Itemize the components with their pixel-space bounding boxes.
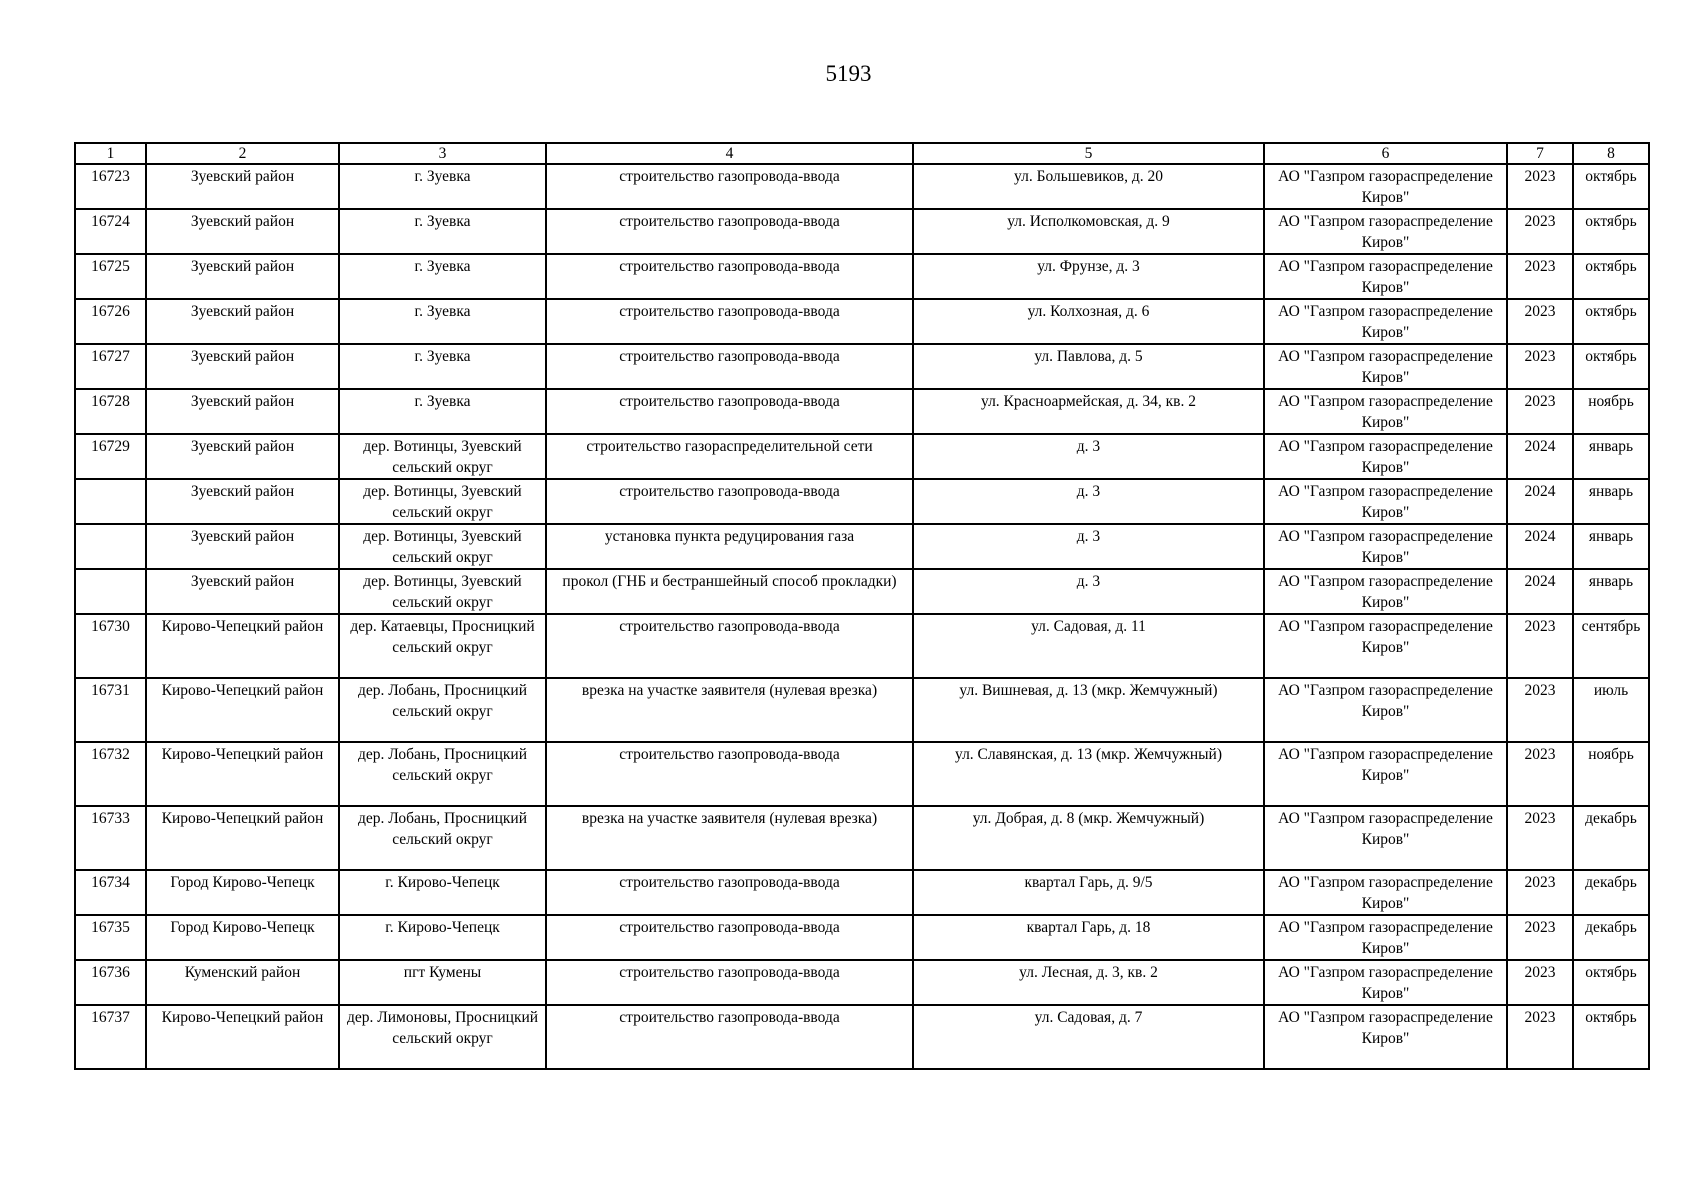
organization: АО "Газпром газораспределение Киров" [1264,524,1507,569]
year: 2023 [1507,742,1573,806]
table-row [75,434,1649,479]
year: 2024 [1507,524,1573,569]
address: ул. Добрая, д. 8 (мкр. Жемчужный) [913,806,1264,870]
district: Город Кирово-Чепецк [146,915,339,960]
work-type: строительство газопровода-ввода [546,479,913,524]
address: ул. Колхозная, д. 6 [913,299,1264,344]
table-row [75,678,1649,742]
table-row [75,960,1649,1005]
table-row [75,344,1649,389]
column-number: 8 [1573,143,1649,164]
month: октябрь [1573,299,1649,344]
page-number: 5193 [825,61,872,86]
organization: АО "Газпром газораспределение Киров" [1264,299,1507,344]
column-number: 3 [339,143,546,164]
district: Кирово-Чепецкий район [146,806,339,870]
row-number: 16726 [75,299,146,344]
year: 2024 [1507,479,1573,524]
work-type: строительство газопровода-ввода [546,1005,913,1069]
row-number [75,524,146,569]
district: Зуевский район [146,524,339,569]
row-number: 16737 [75,1005,146,1069]
work-type: строительство газопровода-ввода [546,870,913,915]
row-number: 16733 [75,806,146,870]
organization: АО "Газпром газораспределение Киров" [1264,164,1507,209]
settlement: г. Кирово-Чепецк [339,870,546,915]
column-number: 4 [546,143,913,164]
organization: АО "Газпром газораспределение Киров" [1264,614,1507,678]
work-type: установка пункта редуцирования газа [546,524,913,569]
table-row [75,389,1649,434]
row-number: 16729 [75,434,146,479]
settlement: г. Зуевка [339,299,546,344]
work-type: строительство газопровода-ввода [546,344,913,389]
work-type: врезка на участке заявителя (нулевая врезка) [546,806,913,870]
month: октябрь [1573,209,1649,254]
table-row [75,614,1649,678]
address: ул. Большевиков, д. 20 [913,164,1264,209]
address: ул. Исполкомовская, д. 9 [913,209,1264,254]
table-row [75,1005,1649,1069]
year: 2023 [1507,960,1573,1005]
work-type: строительство газопровода-ввода [546,960,913,1005]
address: ул. Лесная, д. 3, кв. 2 [913,960,1264,1005]
district: Зуевский район [146,434,339,479]
year: 2023 [1507,1005,1573,1069]
district: Зуевский район [146,344,339,389]
row-number: 16725 [75,254,146,299]
district: Зуевский район [146,479,339,524]
work-type: строительство газопровода-ввода [546,915,913,960]
work-type: врезка на участке заявителя (нулевая врезка) [546,678,913,742]
address: ул. Садовая, д. 11 [913,614,1264,678]
address: ул. Красноармейская, д. 34, кв. 2 [913,389,1264,434]
address: д. 3 [913,479,1264,524]
district: Зуевский район [146,299,339,344]
organization: АО "Газпром газораспределение Киров" [1264,344,1507,389]
work-type: строительство газораспределительной сети [546,434,913,479]
work-type: строительство газопровода-ввода [546,164,913,209]
address: ул. Фрунзе, д. 3 [913,254,1264,299]
settlement: г. Зуевка [339,164,546,209]
settlement: дер. Лимоновы, Просницкий сельский округ [339,1005,546,1069]
table-row [75,164,1649,209]
district: Кирово-Чепецкий район [146,678,339,742]
address: д. 3 [913,569,1264,614]
settlement: г. Зуевка [339,344,546,389]
month: ноябрь [1573,389,1649,434]
month: ноябрь [1573,742,1649,806]
year: 2023 [1507,806,1573,870]
year: 2023 [1507,870,1573,915]
row-number: 16736 [75,960,146,1005]
row-number: 16730 [75,614,146,678]
address: д. 3 [913,524,1264,569]
month: октябрь [1573,254,1649,299]
organization: АО "Газпром газораспределение Киров" [1264,569,1507,614]
district: Кирово-Чепецкий район [146,742,339,806]
settlement: г. Зуевка [339,389,546,434]
year: 2023 [1507,614,1573,678]
settlement: дер. Вотинцы, Зуевский сельский округ [339,479,546,524]
table-row [75,524,1649,569]
address: ул. Славянская, д. 13 (мкр. Жемчужный) [913,742,1264,806]
work-type: строительство газопровода-ввода [546,299,913,344]
table-row [75,806,1649,870]
month: январь [1573,479,1649,524]
work-type: строительство газопровода-ввода [546,742,913,806]
organization: АО "Газпром газораспределение Киров" [1264,389,1507,434]
month: октябрь [1573,164,1649,209]
year: 2023 [1507,209,1573,254]
organization: АО "Газпром газораспределение Киров" [1264,434,1507,479]
gas-connection-table [74,142,1650,1070]
month: октябрь [1573,344,1649,389]
column-number: 6 [1264,143,1507,164]
settlement: дер. Вотинцы, Зуевский сельский округ [339,569,546,614]
year: 2024 [1507,434,1573,479]
address: ул. Павлова, д. 5 [913,344,1264,389]
district: Кирово-Чепецкий район [146,614,339,678]
work-type: прокол (ГНБ и бестраншейный способ прокладки) [546,569,913,614]
row-number: 16734 [75,870,146,915]
settlement: г. Зуевка [339,209,546,254]
month: сентябрь [1573,614,1649,678]
settlement: г. Зуевка [339,254,546,299]
month: декабрь [1573,870,1649,915]
row-number: 16732 [75,742,146,806]
month: декабрь [1573,915,1649,960]
work-type: строительство газопровода-ввода [546,254,913,299]
organization: АО "Газпром газораспределение Киров" [1264,742,1507,806]
organization: АО "Газпром газораспределение Киров" [1264,678,1507,742]
district: Зуевский район [146,254,339,299]
address: ул. Садовая, д. 7 [913,1005,1264,1069]
table-row [75,254,1649,299]
settlement: г. Кирово-Чепецк [339,915,546,960]
address: квартал Гарь, д. 18 [913,915,1264,960]
column-number: 7 [1507,143,1573,164]
organization: АО "Газпром газораспределение Киров" [1264,1005,1507,1069]
district: Зуевский район [146,389,339,434]
table-row [75,870,1649,915]
year: 2023 [1507,678,1573,742]
column-number: 1 [75,143,146,164]
year: 2023 [1507,344,1573,389]
district: Куменский район [146,960,339,1005]
year: 2023 [1507,915,1573,960]
organization: АО "Газпром газораспределение Киров" [1264,254,1507,299]
table-row [75,209,1649,254]
settlement: дер. Лобань, Просницкий сельский округ [339,806,546,870]
table-row [75,915,1649,960]
organization: АО "Газпром газораспределение Киров" [1264,870,1507,915]
table-row [75,479,1649,524]
row-number [75,479,146,524]
settlement: дер. Лобань, Просницкий сельский округ [339,678,546,742]
month: июль [1573,678,1649,742]
district: Город Кирово-Чепецк [146,870,339,915]
work-type: строительство газопровода-ввода [546,614,913,678]
year: 2023 [1507,254,1573,299]
address: ул. Вишневая, д. 13 (мкр. Жемчужный) [913,678,1264,742]
district: Зуевский район [146,209,339,254]
month: декабрь [1573,806,1649,870]
settlement: пгт Кумены [339,960,546,1005]
settlement: дер. Вотинцы, Зуевский сельский округ [339,434,546,479]
table-row [75,569,1649,614]
work-type: строительство газопровода-ввода [546,209,913,254]
year: 2023 [1507,299,1573,344]
row-number: 16723 [75,164,146,209]
settlement: дер. Катаевцы, Просницкий сельский округ [339,614,546,678]
table-row [75,742,1649,806]
row-number: 16728 [75,389,146,434]
month: октябрь [1573,960,1649,1005]
organization: АО "Газпром газораспределение Киров" [1264,960,1507,1005]
column-number-row [75,143,1649,164]
district: Зуевский район [146,569,339,614]
table-row [75,299,1649,344]
row-number: 16731 [75,678,146,742]
year: 2023 [1507,164,1573,209]
settlement: дер. Лобань, Просницкий сельский округ [339,742,546,806]
organization: АО "Газпром газораспределение Киров" [1264,806,1507,870]
year: 2023 [1507,389,1573,434]
organization: АО "Газпром газораспределение Киров" [1264,209,1507,254]
district: Зуевский район [146,164,339,209]
organization: АО "Газпром газораспределение Киров" [1264,479,1507,524]
district: Кирово-Чепецкий район [146,1005,339,1069]
settlement: дер. Вотинцы, Зуевский сельский округ [339,524,546,569]
month: январь [1573,524,1649,569]
month: январь [1573,434,1649,479]
work-type: строительство газопровода-ввода [546,389,913,434]
row-number [75,569,146,614]
column-number: 2 [146,143,339,164]
address: д. 3 [913,434,1264,479]
column-number: 5 [913,143,1264,164]
month: октябрь [1573,1005,1649,1069]
month: январь [1573,569,1649,614]
year: 2024 [1507,569,1573,614]
row-number: 16735 [75,915,146,960]
organization: АО "Газпром газораспределение Киров" [1264,915,1507,960]
row-number: 16724 [75,209,146,254]
address: квартал Гарь, д. 9/5 [913,870,1264,915]
row-number: 16727 [75,344,146,389]
